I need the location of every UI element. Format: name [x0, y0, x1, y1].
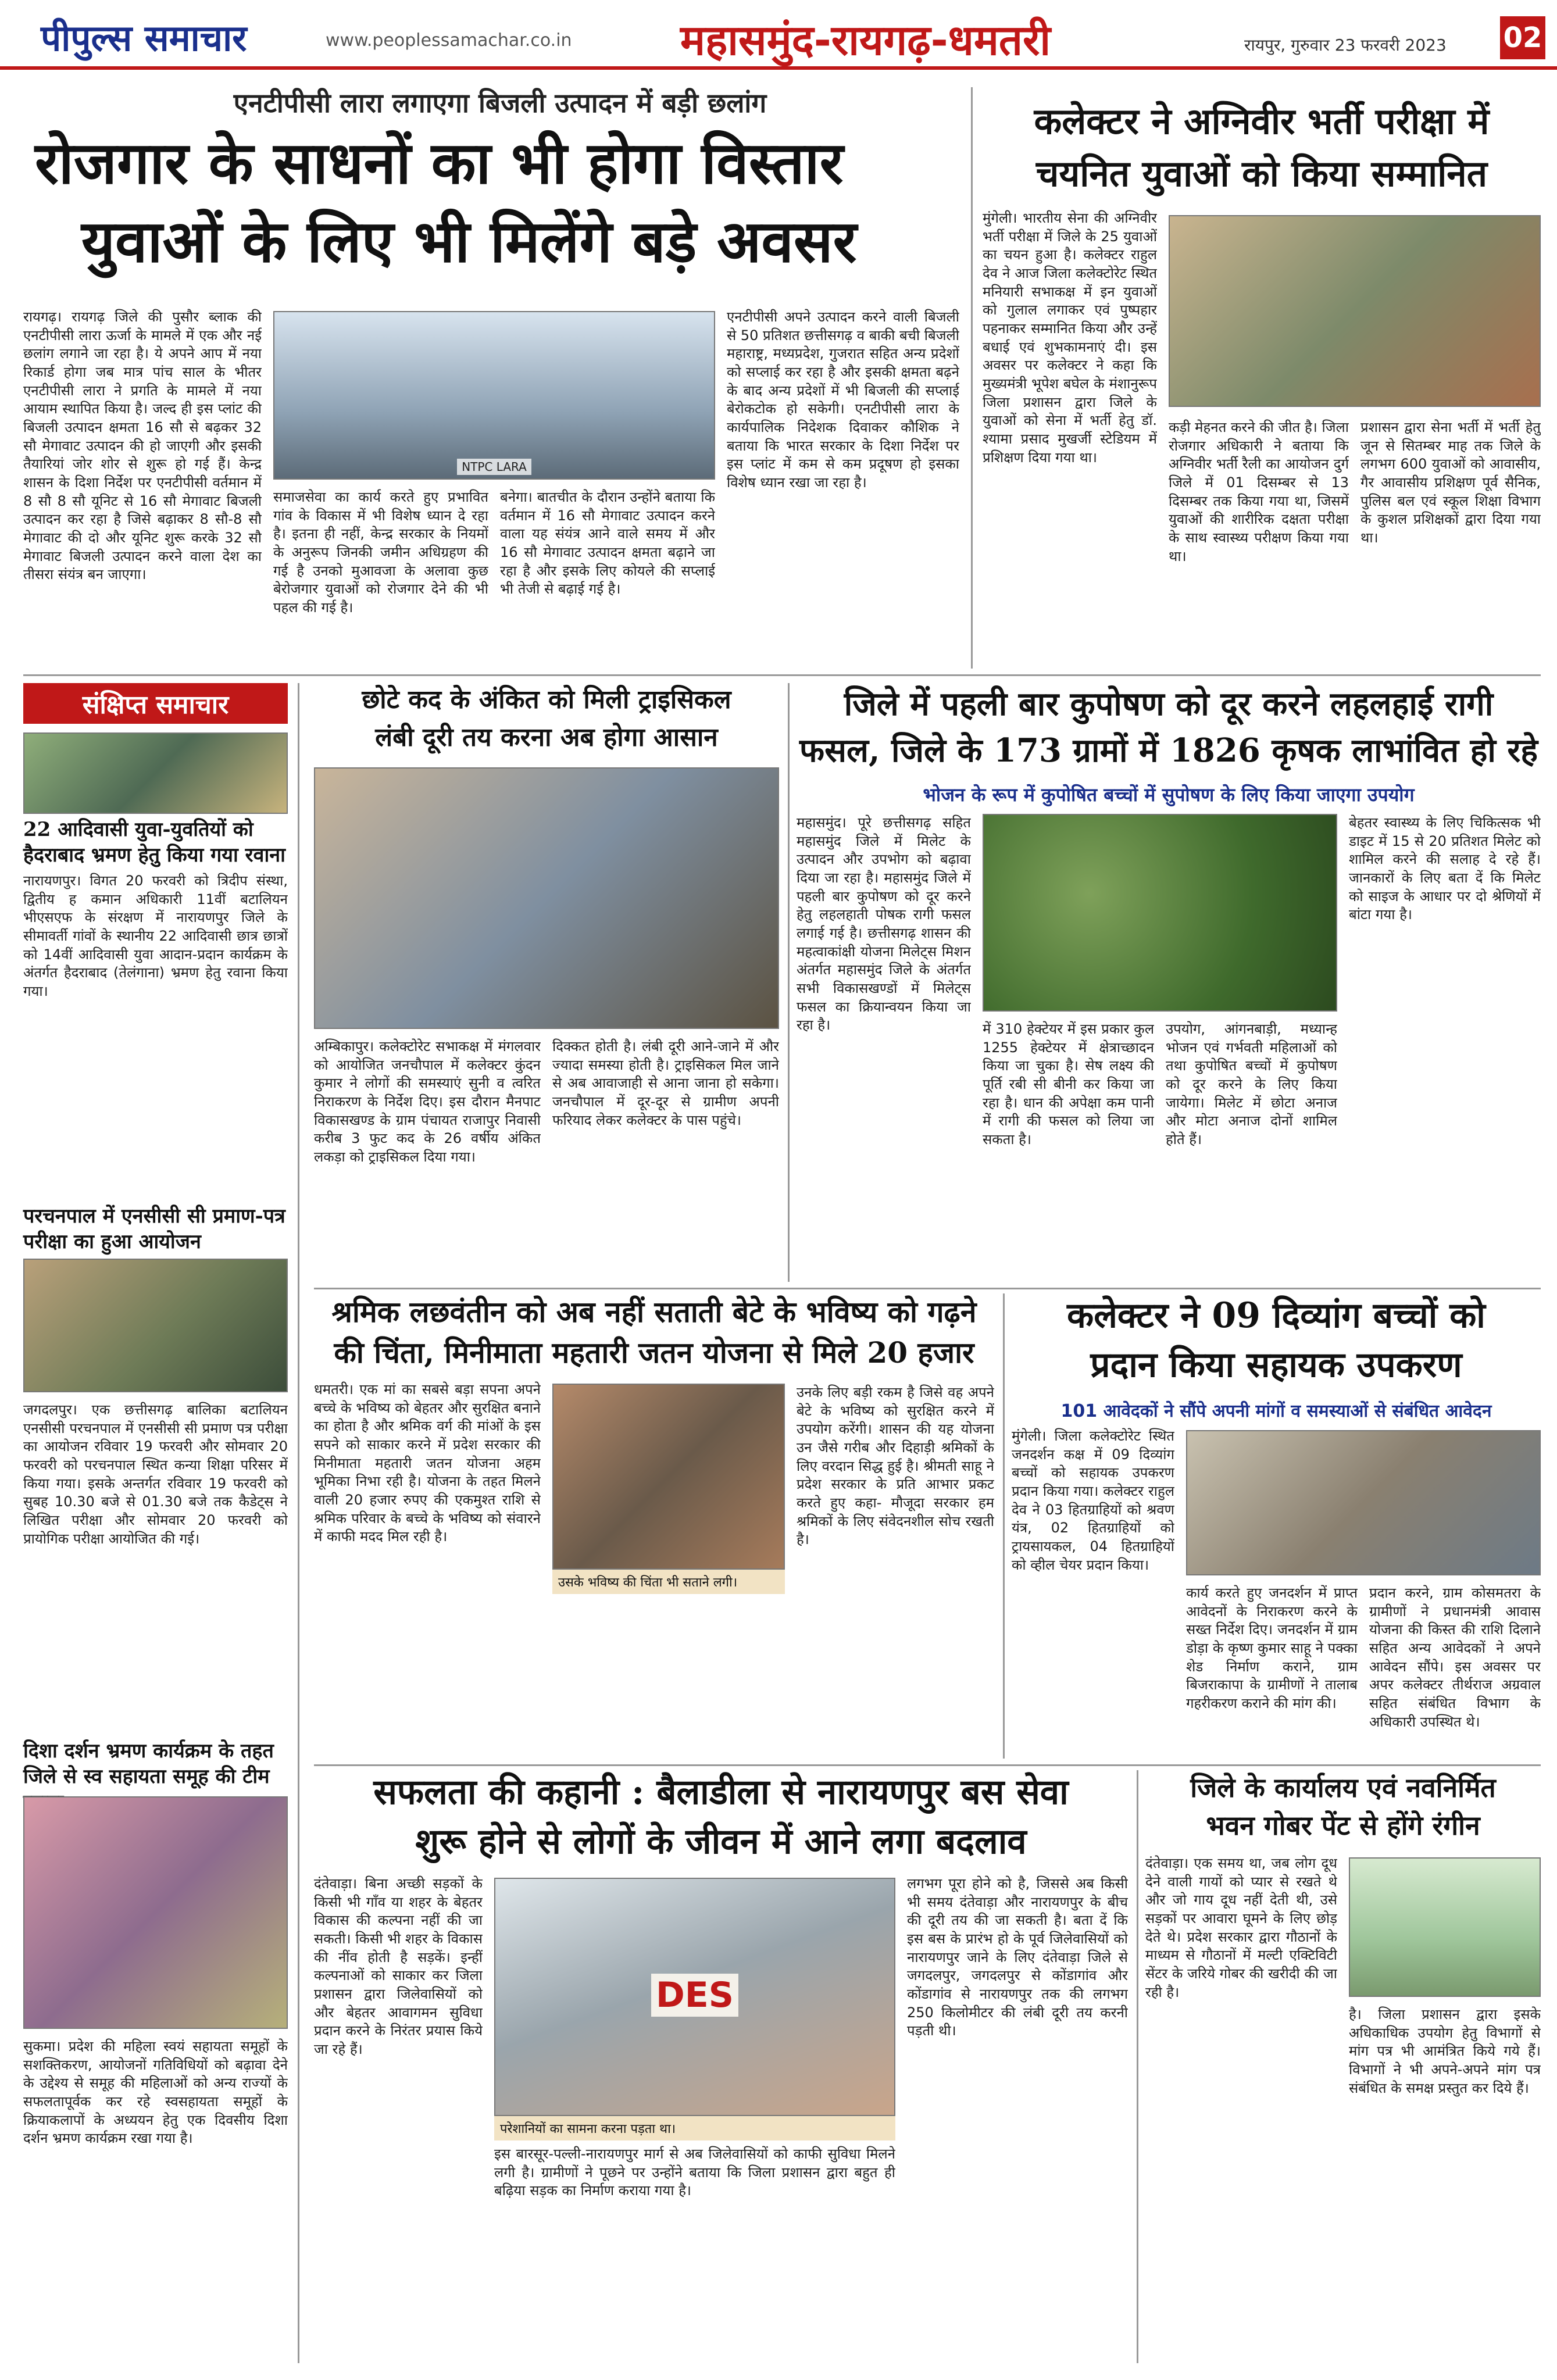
story3-column-1: अम्बिकापुर। कलेक्टोरेट सभाकक्ष में मंगलवार को आयोजित जनचौपाल में कलेक्टर कुंदन कुमार ने लोगों की समस्याएं सुनी व त्वरित निराकरण के निर्देश दिए। इस दौरान मैनपाट विकासखण्ड के ग्राम पंचायत राजापुर निवासी करीब 3 फुट कद के 26 वर्षीय अंकित लकड़ा को ट्राइसिकल दिया गया। [314, 1038, 541, 1166]
story5-column-2: उनके लिए बड़ी रकम है जिसे वह अपने बेटे के भविष्य को सुरक्षित करने में उपयोग करेंगी। शासन की यह योजना उन जैसे गरीब और दिहाड़ी श्रमिकों के लिए वरदान सिद्ध हुई है। श्रीमती साहू ने प्रदेश सरकार के प्रति आभार प्रकट करते हुए कहा- मौजूदा सरकार हम श्रमिकों के लिए संवेदनशील सोच रखती है। [797, 1384, 994, 1548]
story7-column-2: इस बारसूर-पल्ली-नारायणपुर मार्ग से अब जिलेवासियों को काफी सुविधा मिलने लगी है। ग्रामीणों ने पूछने पर उन्होंने बताया कि जिला प्रशासन द्वारा बहुत ही बढ़िया सड़क का निर्माण कराया गया है। [494, 2146, 895, 2199]
section-divider [314, 1288, 1541, 1289]
story1-column-1: रायगढ़। रायगढ़ जिले की पुसौर ब्लाक की एनटीपीसी लारा ऊर्जा के मामले में एक और नई छलांग लगाने जा रहा है। ये अपने आप में नया रिकार्ड होगा जब मात्र पांच साल के भीतर एनटीपीसी लारा ने प्रगति के मामले में नया आयाम स्थापित किया है। जल्द ही इस प्लांट की बिजली उत्पादन क्षमता 16 सौ से बढ़कर 32 सौ मेगावाट उत्पादन की हो जाएगी और इसकी तैयारियां जोर शोर से शुरू हो गई हैं। केन्द्र शासन के दिशा निर्देश पर एनटीपीसी वर्तमान में 8 सौ 8 सौ यूनिट से 16 सौ मेगावाट बिजली उत्पादन कर रहा है जिसे बढ़ाकर 8 सौ-8 सौ मेगावाट की दो और यूनिट शुरू करके 32 सौ मेगावाट बिजली उत्पादन करने वाला देश का तीसरा संयंत्र बन जाएगा। [23, 309, 262, 583]
gobar-paint-building-photo [1349, 1857, 1541, 1997]
story3-column-2: दिक्कत होती है। लंबी दूरी आने-जाने में और ज्यादा समस्या होती है। ट्राइसिकल मिल जाने से अब आवाजाही से आना जाना हो सकेगा। जनचौपाल में दूर-दूर से ग्रामीण अपनी फरियाद लेकर कलेक्टर के पास पहुंचे। [552, 1038, 779, 1128]
story2-headline-1: कलेक्टर ने अग्निवीर भर्ती परीक्षा में [1034, 100, 1490, 142]
column-divider [788, 683, 790, 1282]
story1-kicker: एनटीपीसी लारा लगाएगा बिजली उत्पादन में बड़ी छलांग [233, 87, 767, 119]
story1-column-4: एनटीपीसी अपने उत्पादन करने वाली बिजली से 50 प्रतिशत छत्तीसगढ़ व बाकी बची बिजली महाराष्ट्र, मध्यप्रदेश, गुजरात सहित अन्य प्रदेशों को सप्लाई कर रहा है और इसकी क्षमता बढ़ने के बाद अन्य प्रदेशों में भी बिजली की सप्लाई बेरोकटोक हो सकेगी। एनटीपीसी लारा के कार्यपालिक निदेशक दिवाकर कौशिक ने बताया कि भारत सरकार के दिशा निर्देश पर इस प्लांट में कम से कम प्रदूषण हो इसका विशेष ध्यान रखा जा रहा है। [727, 309, 959, 491]
story4-column-3: उपयोग, आंगनबाड़ी, मध्यान्ह भोजन एवं गर्भवती महिलाओं को तथा कुपोषित बच्चों में कुपोषण को दूर करने के लिए किया जायेगा। मिलेट में छोटा अनाज और मोटा अनाज दोनों शामिल होते हैं। [1166, 1021, 1337, 1148]
story4-subhead: भोजन के रूप में कुपोषित बच्चों में सुपोषण के लिए किया जाएगा उपयोग [923, 784, 1415, 806]
story1-headline-2: युवाओं के लिए भी मिलेंगे बड़े अवसर [81, 207, 857, 276]
column-divider [1003, 1293, 1005, 1759]
column-divider [1137, 1770, 1138, 2363]
story8-headline-2: भवन गोबर पेंट से होंगे रंगीन [1206, 1810, 1480, 1841]
column-divider [971, 87, 973, 669]
story6-subhead: 101 आवेदकों ने सौंपे अपनी मांगों व समस्याओं से संबंधित आवेदन [1060, 1401, 1492, 1421]
column-divider [298, 683, 299, 2363]
story1-column-3: बनेगा। बातचीत के दौरान उन्होंने बताया कि वर्तमान में 16 सौ मेगावाट उत्पादन करने वाला यह संयंत्र आने वाले समय में और 16 सौ मेगावाट उत्पादन क्षमता बढ़ाने जा रहा है और इसके लिए कोयले की सप्लाई भी तेजी से बढ़ाई गई है। [500, 489, 715, 598]
page-number: 02 [1500, 16, 1545, 59]
story2-headline-2: चयनित युवाओं को किया सम्मानित [1035, 152, 1488, 195]
story1-column-2: समाजसेवा का कार्य करते हुए प्रभावित गांव के विकास में भी विशेष ध्यान दे रहा है। इतना ही नहीं, केन्द्र सरकार के नियमों के अनुरूप जिनकी जमीन अधिग्रहण की गई है उनको मुआवजा के अलावा कुछ बेरोजगार युवाओं को रोजगार देने की भी पहल की गई है। [273, 489, 488, 616]
story5-headline-2: की चिंता, मिनीमाता महतारी जतन योजना से मिले 20 हजार [334, 1335, 974, 1370]
story4-headline-2: फसल, जिले के 173 ग्रामों में 1826 कृषक लाभांवित हो रहे [799, 731, 1538, 770]
ragi-field-photo [983, 814, 1337, 1012]
story6-headline-2: प्रदान किया सहायक उपकरण [1090, 1345, 1462, 1385]
newspaper-logo: पीपुल्स समाचार [41, 17, 247, 59]
story5-headline-1: श्रमिक लछवंतीन को अब नहीं सताती बेटे के भविष्य को गढ़ने [331, 1295, 977, 1329]
story2-column-2: कड़ी मेहनत करने की जीत है। जिला रोजगार अधिकारी ने बताया कि अग्निवीर भर्ती रैली का आयोजन दुर्ग जिले में 01 दिसम्बर से 13 दिसम्बर तक किया गया था, जिसमें युवाओं की शारीरिक दक्षता परीक्षा के साथ स्वास्थ्य परीक्षण किया गया था। [1169, 419, 1349, 564]
brief3-headline: दिशा दर्शन भ्रमण कार्यक्रम के तहत जिले से स्व सहायता समूह की टीम [23, 1739, 274, 1788]
story7-photo-caption: परेशानियों का सामना करना पड़ता था। [494, 2116, 895, 2140]
story4-column-4: बेहतर स्वास्थ्य के लिए चिकित्सक भी डाइट में 15 से 20 प्रतिशत मिलेट को शामिल करने की सलाह दे रहे हैं। जानकारों के लिए बता दें कि मिलेट को साइज के आधार पर दो श्रेणियों में बांटा गया है। [1349, 814, 1541, 923]
agniveer-felicitation-photo [1169, 215, 1541, 407]
brief2-photo [23, 1259, 288, 1392]
ntpc-gate-photo [273, 311, 715, 480]
story4-column-2: में 310 हेक्टेयर में इस प्रकार कुल 1255 हेक्टेयर में क्षेत्राच्छादन किया जा चुका है। सेष लक्ष्य की पूर्ति रबी सी बीनी कर किया जा रहा है। धान की अपेक्षा कम पानी में रागी की फसल को लिया जा सकता है। [983, 1021, 1154, 1148]
story6-column-3: प्रदान करने, ग्राम कोसमतरा के ग्रामीणों ने प्रधानमंत्री आवास योजना की किस्त की राशि दिलाने सहित अन्य आवेदकों ने अपने आवेदन सौंपे। इस अवसर पर अपर कलेक्टर तीर्थराज अग्रवाल सहित संबंधित विभाग के अधिकारी उपस्थित थे। [1369, 1585, 1541, 1730]
story8-column-1: दंतेवाड़ा। एक समय था, जब लोग दूध देने वाली गायों को प्यार से रखते थे और जो गाय दूध नहीं देती थी, उसे सड़कों पर आवारा घूमने के लिए छोड़ देते थे। प्रदेश सरकार द्वारा गौठानों के माध्यम से गौठानों में मल्टी एक्टिविटी सेंटर के जरिये गोबर की खरीदी की जा रही है। [1145, 1855, 1337, 2000]
story3-headline-2: लंबी दूरी तय करना अब होगा आसान [375, 723, 718, 752]
story2-column-3: प्रशासन द्वारा सेना भर्ती में भर्ती हेतु जून से सितम्बर माह तक जिले के लगभग 600 युवाओं को आवासीय, गैर आवासीय प्रशिक्षण पूर्व सैनिक, पुलिस बल एवं स्कूल शिक्षा विभाग के कुशल प्रशिक्षकों द्वारा दिया गया था। [1360, 419, 1541, 546]
story8-headline-1: जिले के कार्यालय एवं नवनिर्मित [1190, 1772, 1496, 1803]
story5-photo-caption: उसके भविष्य की चिंता भी सताने लगी। [552, 1570, 785, 1594]
bus-sign-text: DES [651, 1974, 738, 2017]
story4-column-1: महासमुंद। पूरे छत्तीसगढ़ सहित महासमुंद जिले में मिलेट के उत्पादन और उपभोग को बढ़ावा दिया जा रहा है। महासमुंद जिले में पहली बार कुपोषण को दूर करने हेतु लहलहाती पोषक रागी फसल लगाई गई है। छत्तीसगढ़ शासन की महत्वाकांक्षी योजना मिलेट्स मिशन अंतर्गत महासमुंद जिले के अंतर्गत सभी विकासखण्डों में मिलेट्स फसल का क्रियान्वयन किया जा रहा है। [797, 814, 971, 1034]
divyang-equipment-photo [1186, 1430, 1541, 1575]
story5-column-1: धमतरी। एक मां का सबसे बड़ा सपना अपने बच्चे के भविष्य को बेहतर और सुरक्षित बनाने का होता है और श्रमिक वर्ग की मांओं के इस सपने को साकार करने में प्रदेश सरकार की मिनीमाता महतारी जतन योजना अहम भूमिका निभा रही है। योजना के तहत मिलने वाली 20 हजार रुपए की एकमुश्त राशि से श्रमिक परिवार के बच्चे के भविष्य को संवारने में काफी मदद मिल रही है। [314, 1381, 541, 1545]
story7-column-1: दंतेवाड़ा। बिना अच्छी सड़कों के किसी भी गाँव या शहर के बेहतर विकास की कल्पना नहीं की जा सकती। किसी भी शहर के विकास की नींव होती है सड़कें। इन्हीं कल्पनाओं को साकार कर जिला प्रशासन द्वारा जिलेवासियों को और बेहतर आवागमन सुविधा प्रदान करने के निरंतर प्रयास किये जा रहे हैं। [314, 1875, 483, 2058]
tricycle-photo [314, 767, 779, 1029]
story7-headline-2: शुरू होने से लोगों के जीवन में आने लगा बदलाव [415, 1821, 1027, 1862]
brief1-headline: 22 आदिवासी युवा-युवतियों को हैदराबाद भ्रमण हेतु किया गया रवाना [23, 818, 285, 867]
website-url: www.peoplessamachar.co.in [326, 30, 572, 51]
story6-headline-1: कलेक्टर ने 09 दिव्यांग बच्चों को [1067, 1295, 1485, 1336]
brief3-photo [23, 1796, 288, 2029]
ntpc-photo-label: NTPC LARA [457, 459, 531, 475]
bus-service-photo [494, 1878, 895, 2116]
brief3-text: सुकमा। प्रदेश की महिला स्वयं सहायता समूहों के सशक्तिकरण, आयोजनों गतिविधियों को बढ़ावा देने के उद्देश्य से समूह की महिलाओं को अन्य राज्यों के सफलतापूर्वक कर रहे स्वसहायता समूहों के क्रियाकलापों के अध्ययन हेतु एक दिवसीय दिशा दर्शन भ्रमण कार्यक्रम रखा गया है। [23, 2038, 288, 2147]
section-divider [23, 674, 1541, 676]
story6-column-2: कार्य करते हुए जनदर्शन में प्राप्त आवेदनों के निराकरण करने के सख्त निर्देश दिए। जनदर्शन में ग्राम डोड़ा के कृष्ण कुमार साहू ने पक्का शेड निर्माण कराने, ग्राम बिजराकापा के ग्रामीणों ने तालाब गहरीकरण कराने की मांग की। [1186, 1585, 1358, 1712]
story4-headline-1: जिले में पहली बार कुपोषण को दूर करने लहलहाई रागी [844, 685, 1494, 723]
story1-headline-1: रोजगार के साधनों का भी होगा विस्तार [35, 128, 844, 197]
brief2-text: जगदलपुर। एक छत्तीसगढ़ बालिका बटालियन एनसीसी परचनपाल में एनसीसी सी प्रमाण पत्र परीक्षा का आयोजन रविवार 19 फरवरी और सोमवार 20 फरवरी को परचनपाल स्थित कन्या शिक्षा परिसर में किया गया। इसके अन्तर्गत रविवार 19 फरवरी को सुबह 10.30 बजे से 01.30 बजे तक कैडेट्स ने लिखित परीक्षा और सोमवार 20 फरवरी को प्रायोगिक परीक्षा आयोजित की गई। [23, 1402, 288, 1547]
section-divider [314, 1764, 1541, 1766]
brief1-photo [23, 732, 288, 814]
section-title: महासमुंद-रायगढ़-धमतरी [680, 16, 1051, 65]
brief1-text: नारायणपुर। विगत 20 फरवरी को त्रिदीप संस्था, द्वितीय ह कमान अधिकारी 11वीं बटालियन भीएसएफ के संरक्षण में नारायणपुर जिले के सीमावर्ती गांवों के स्थानीय 22 आदिवासी छात्र छात्रों को 14वीं आदिवासी युवा आदान-प्रदान कार्यक्रम के अंतर्गत हैदराबाद (तेलंगाना) भ्रमण हेतु रवाना किया गया। [23, 873, 288, 1000]
news-briefs-heading: संक्षिप्त समाचार [23, 683, 288, 724]
mother-child-photo [552, 1384, 785, 1570]
issue-date: रायपुर, गुरुवार 23 फरवरी 2023 [1244, 35, 1447, 55]
story3-headline-1: छोटे कद के अंकित को मिली ट्राइसिकल [362, 685, 731, 714]
brief2-headline: परचनपाल में एनसीसी सी प्रमाण-पत्र परीक्षा का हुआ आयोजन [23, 1205, 285, 1253]
story6-column-1: मुंगेली। जिला कलेक्टोरेट स्थित जनदर्शन कक्ष में 09 दिव्यांग बच्चों को सहायक उपकरण प्रदान किया गया। कलेक्टर राहुल देव ने 03 हितग्राहियों को श्रवण यंत्र, 02 हितग्राहियों को ट्रायसायकल, 04 हितग्राहियों को व्हील चेयर प्रदान किया। [1012, 1428, 1174, 1573]
story8-column-2: है। जिला प्रशासन द्वारा इसके अधिकाधिक उपयोग हेतु विभागों से मांग पत्र भी आमंत्रित किये गये हैं। विभागों ने भी अपने-अपने मांग पत्र संबंधित के समक्ष प्रस्तुत कर दिये हैं। [1349, 2006, 1541, 2096]
story7-column-3: लगभग पूरा होने को है, जिससे अब किसी भी समय दंतेवाड़ा और नारायणपुर के बीच की दूरी तय की जा सकती है। बता दें कि इस बस के प्रारंभ हो के पूर्व जिलेवासियों को नारायणपुर जाने के लिए दंतेवाड़ा जिले से जगदलपुर, जगदलपुर से कोंडागांव और कोंडागांव से नारायणपुर तक की लगभग 250 किलोमीटर की लंबी दूरी तय करनी पड़ती थी। [907, 1875, 1128, 2039]
story2-column-1: मुंगेली। भारतीय सेना की अग्निवीर भर्ती परीक्षा में जिले के 25 युवाओं का चयन हुआ है। कलेक्टर राहुल देव ने आज जिला कलेक्टोरेट स्थित मनियारी सभाकक्ष में इन युवाओं को गुलाल लगाकर एवं पुष्पहार पहनाकर सम्मानित किया और उन्हें बधाई एवं शुभकामनाएं दी। इस अवसर पर कलेक्टर ने कहा कि मुख्यमंत्री भूपेश बघेल के मंशानुरूप जिला प्रशासन द्वारा जिले के युवाओं को सेना में भर्ती हेतु डॉ. श्यामा प्रसाद मुखर्जी स्टेडियम में प्रशिक्षण दिया गया था। [983, 210, 1157, 466]
story7-headline-1: सफलता की कहानी : बैलाडीला से नारायणपुर बस सेवा [373, 1772, 1069, 1813]
